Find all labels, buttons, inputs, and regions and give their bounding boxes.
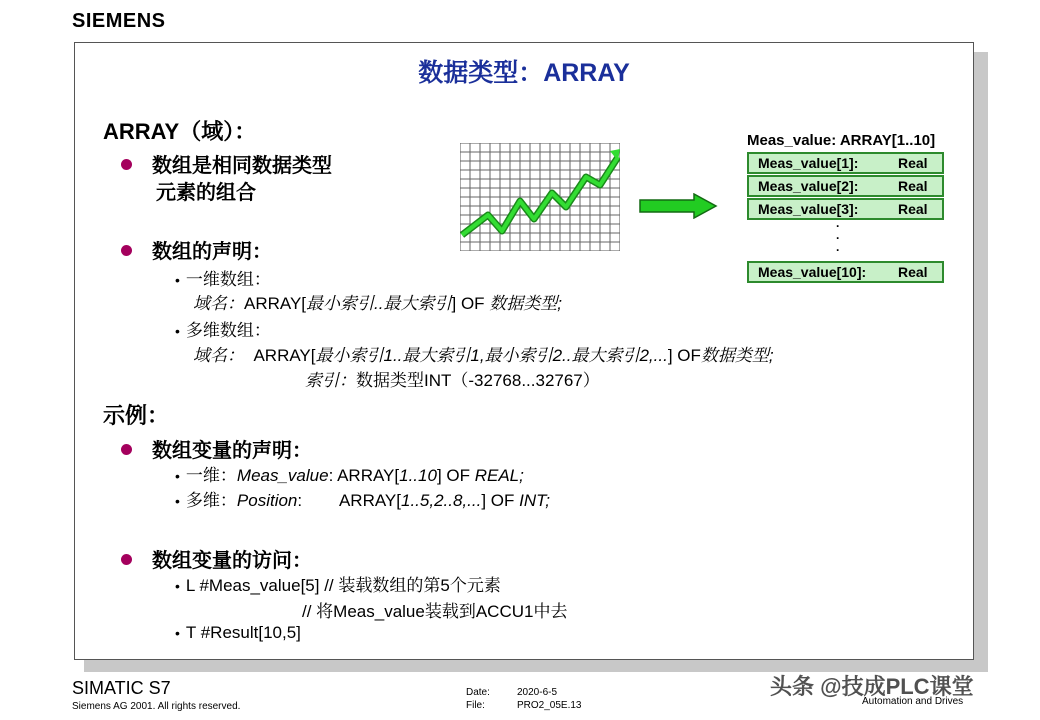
- slide-title: 数据类型：ARRAY: [418, 59, 630, 87]
- one-dim-label: • 一维数组：: [175, 270, 271, 289]
- example-heading: 示例：: [103, 403, 170, 428]
- bullet-dot: [121, 444, 132, 455]
- arrow-right-icon: [638, 193, 718, 219]
- access-transfer: • T #Result[10,5]: [175, 623, 301, 642]
- array-element-box: Meas_value[2]: Real: [747, 175, 944, 197]
- bullet-declaration: 数组的声明：: [121, 235, 272, 264]
- example-one-dim: • 一维：Meas_value: ARRAY[1..10] OF REAL;: [175, 466, 524, 485]
- product-name: SIMATIC S7: [72, 678, 171, 698]
- index-note: 索引：数据类型INT（-32768...32767）: [305, 371, 600, 390]
- bullet-dot: [121, 159, 132, 170]
- date-label: Date:: [466, 687, 490, 698]
- multi-dim-label: • 多维数组：: [175, 321, 271, 340]
- slide: [74, 42, 974, 660]
- bullet-definition-line2: 元素的组合: [156, 182, 256, 204]
- copyright: Siemens AG 2001. All rights reserved.: [72, 701, 241, 712]
- trend-chart-graphic: [460, 143, 620, 251]
- division-label: Automation and Drives: [862, 696, 964, 707]
- date-value: 2020-6-5: [517, 687, 558, 698]
- file-value: PRO2_05E.13: [517, 700, 582, 711]
- bullet-dot: [121, 245, 132, 256]
- access-load-comment: // 将Meas_value装载到ACCU1中去: [302, 602, 568, 621]
- multi-dim-syntax: 域名： ARRAY[最小索引1..最大索引1,最小索引2..最大索引2,...] OF数据类型;: [193, 346, 774, 365]
- bullet-var-access: 数组变量的访问：: [121, 544, 312, 573]
- bullet-dot: [121, 554, 132, 565]
- ellipsis-dot: ·: [836, 231, 840, 245]
- watermark: 头条 @技成PLC课堂: [770, 674, 974, 699]
- array-element-box: Meas_value[1]: Real: [747, 152, 944, 174]
- file-label: File:: [466, 700, 485, 711]
- array-heading: ARRAY（域）：: [103, 119, 257, 144]
- example-multi-dim: • 多维：Position: ARRAY[1..5,2..8,...] OF INT;: [175, 491, 550, 510]
- access-load: • L #Meas_value[5] // 装载数组的第5个元素: [175, 576, 501, 595]
- bullet-definition: 数组是相同数据类型: [121, 149, 332, 178]
- siemens-logo: SIEMENS: [72, 10, 166, 32]
- one-dim-syntax: 域名：ARRAY[最小索引..最大索引] OF 数据类型;: [193, 294, 563, 313]
- ellipsis-dot: ·: [836, 219, 840, 233]
- array-element-box: Meas_value[10]: Real: [747, 261, 944, 283]
- array-element-box: Meas_value[3]: Real: [747, 198, 944, 220]
- ellipsis-dot: ·: [836, 243, 840, 257]
- bullet-var-declaration: 数组变量的声明：: [121, 434, 312, 463]
- array-diagram-title: Meas_value: ARRAY[1..10]: [747, 132, 936, 149]
